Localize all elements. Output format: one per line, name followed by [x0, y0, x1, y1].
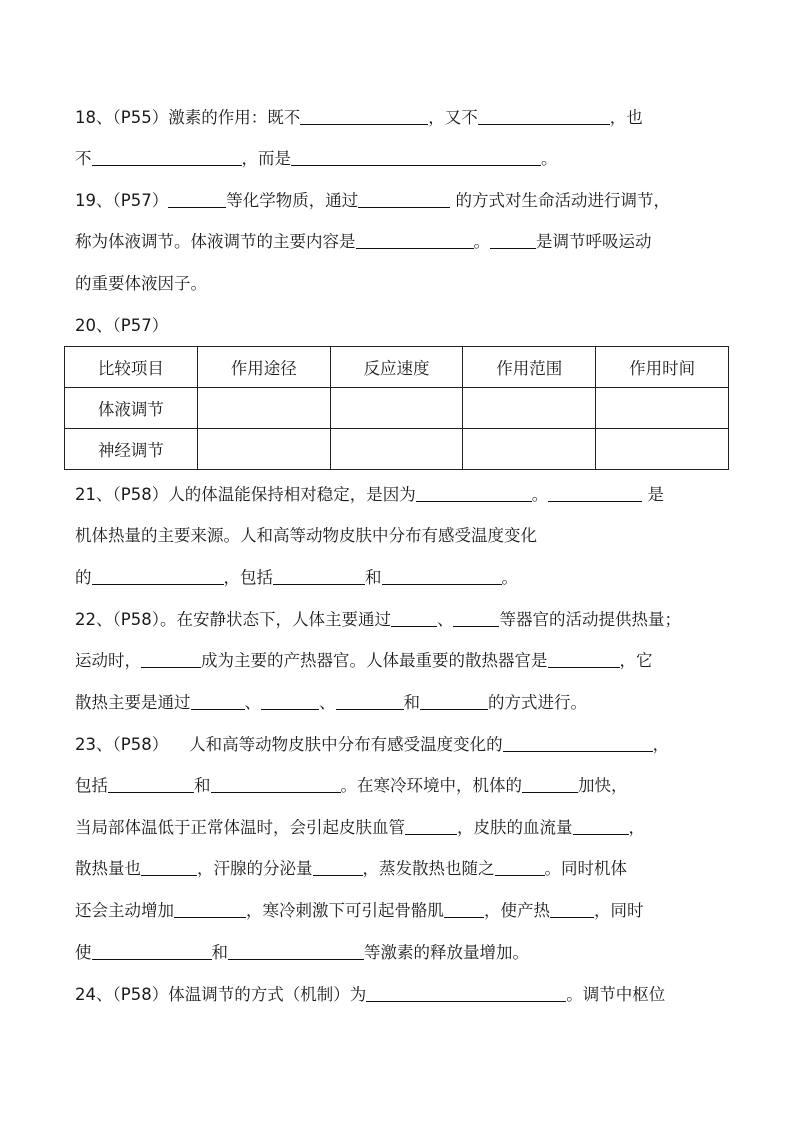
q23-blank-4[interactable]: [522, 774, 578, 793]
table-row: [65, 388, 729, 429]
q23-text: ，蒸发散热也随之: [362, 859, 495, 878]
table-row-label: 体液调节: [65, 388, 198, 429]
q18-line-1: [75, 104, 643, 132]
q23-text: 和: [211, 943, 228, 962]
table-cell[interactable]: [463, 429, 596, 470]
q22-text: 运动时，: [75, 651, 141, 670]
q23-blank-5[interactable]: [405, 816, 457, 835]
q22-blank-1[interactable]: [391, 608, 437, 627]
q23-text: ，: [652, 735, 670, 754]
q23-line-2: [75, 772, 628, 800]
q22-line-2: [75, 647, 653, 675]
q23-line-3: [75, 814, 645, 842]
q18-text: 不: [75, 149, 92, 168]
q21-blank-5[interactable]: [382, 566, 502, 585]
q22-text: 、: [436, 610, 454, 629]
q23-blank-3[interactable]: [211, 774, 341, 793]
q19-text: 。: [473, 232, 490, 251]
q19-text: 19、（P57）: [75, 191, 169, 210]
table-header-row: [65, 347, 729, 388]
q21-line-2: [75, 522, 537, 550]
q23-blank-6[interactable]: [573, 816, 629, 835]
q22-text: 的方式进行。: [488, 693, 587, 712]
q18-line-2: [75, 145, 558, 173]
table-header-cell: 比较项目: [65, 347, 198, 388]
q22-line-3: [75, 689, 587, 717]
q23-blank-1[interactable]: [503, 733, 653, 752]
q19-blank-1[interactable]: [168, 189, 226, 208]
q23-line-6: [75, 939, 529, 967]
q23-blank-8[interactable]: [313, 857, 363, 876]
q23-text: ，: [628, 818, 645, 837]
table-header-cell: 作用范围: [463, 347, 596, 388]
q19-line-2: [75, 228, 652, 256]
q22-blank-5[interactable]: [191, 691, 245, 710]
q23-blank-10[interactable]: [174, 899, 246, 918]
table-header-cell: 反应速度: [330, 347, 463, 388]
q22-text: 、: [319, 693, 336, 712]
q23-text: ，同时: [594, 901, 644, 920]
q19-blank-4[interactable]: [490, 230, 536, 249]
q22-line-1: [75, 606, 681, 634]
q22-text: ，它: [619, 651, 653, 670]
q23-line-4: [75, 855, 627, 883]
q18-blank-4[interactable]: [291, 147, 541, 166]
q23-blank-11[interactable]: [444, 899, 484, 918]
q23-line-5: [75, 897, 644, 925]
q19-text: 的方式对生命活动进行调节，: [450, 191, 670, 210]
table-cell[interactable]: [463, 388, 596, 429]
q23-text: 包括: [75, 776, 108, 795]
q23-text: ，使产热: [484, 901, 550, 920]
q20-label: [75, 312, 168, 340]
table-cell[interactable]: [330, 429, 463, 470]
q24-text: 24、（P58）体温调节的方式（机制）为: [75, 985, 367, 1004]
q18-text: 18、（P55）激素的作用：既不: [75, 108, 301, 127]
q23-blank-2[interactable]: [108, 774, 194, 793]
q22-blank-2[interactable]: [453, 608, 499, 627]
q24-blank-1[interactable]: [366, 983, 566, 1002]
q22-text: 散热主要是通过: [75, 693, 191, 712]
q21-blank-2[interactable]: [548, 483, 642, 502]
q19-text: 称为体液调节。体液调节的主要内容是: [75, 232, 356, 251]
q23-blank-14[interactable]: [228, 941, 364, 960]
q19-line-3: [75, 270, 207, 298]
q21-blank-1[interactable]: [416, 483, 532, 502]
q21-blank-3[interactable]: [92, 566, 224, 585]
q21-blank-4[interactable]: [273, 566, 365, 585]
comparison-table: [64, 346, 729, 470]
q22-text: 和: [403, 693, 420, 712]
q22-text: 等器官的活动提供热量；: [499, 610, 681, 629]
q18-text: 。: [541, 149, 558, 168]
table-header-cell: 作用途径: [197, 347, 330, 388]
q23-blank-9[interactable]: [495, 857, 545, 876]
q23-blank-12[interactable]: [550, 899, 594, 918]
q21-text: 机体热量的主要来源。人和高等动物皮肤中分布有感受温度变化: [75, 526, 537, 545]
q18-text: ，而是: [241, 149, 291, 168]
q23-text: 散热量也: [75, 859, 141, 878]
q23-text: 加快，: [578, 776, 628, 795]
table-cell[interactable]: [596, 429, 729, 470]
table-cell[interactable]: [197, 388, 330, 429]
q21-line-1: [75, 481, 664, 509]
q21-text: 。: [531, 485, 549, 504]
q18-blank-1[interactable]: [300, 106, 428, 125]
q22-blank-4[interactable]: [548, 649, 620, 668]
q24-line-1: [75, 981, 665, 1009]
q23-text: 。同时机体: [544, 859, 627, 878]
q18-text: ，又不: [428, 108, 478, 127]
q21-text: 和: [365, 568, 382, 587]
table-cell[interactable]: [596, 388, 729, 429]
q23-blank-13[interactable]: [92, 941, 212, 960]
q18-text: ，也: [609, 108, 643, 127]
q21-text: 21、（P58）人的体温能保持相对稳定，是因为: [75, 485, 416, 504]
q23-text: ，寒冷刺激下可引起骨骼肌: [246, 901, 444, 920]
q19-blank-3[interactable]: [356, 230, 474, 249]
q22-text: 22、（P58）。在安静状态下，人体主要通过: [75, 610, 391, 629]
q21-text: ，包括: [223, 568, 273, 587]
q22-blank-8[interactable]: [420, 691, 488, 710]
table-header-cell: 作用时间: [596, 347, 729, 388]
table-cell[interactable]: [330, 388, 463, 429]
q21-text: 的: [75, 568, 92, 587]
q22-blank-7[interactable]: [336, 691, 404, 710]
table-row: [65, 429, 729, 470]
q23-blank-7[interactable]: [141, 857, 197, 876]
table-cell[interactable]: [197, 429, 330, 470]
q22-blank-3[interactable]: [141, 649, 201, 668]
q18-blank-2[interactable]: [478, 106, 610, 125]
q19-blank-2[interactable]: [358, 189, 450, 208]
q23-text: 当局部体温低于正常体温时，会引起皮肤血管: [75, 818, 405, 837]
q23-text: 等激素的释放量增加。: [364, 943, 529, 962]
q23-text: 23、（P58） 人和高等动物皮肤中分布有感受温度变化的: [75, 735, 503, 754]
q23-text: ，汗腺的分泌量: [197, 859, 313, 878]
q23-text: ，皮肤的血流量: [457, 818, 573, 837]
q24-text: 。调节中枢位: [566, 985, 666, 1004]
q22-text: 、: [244, 693, 261, 712]
q21-text: 是: [642, 485, 664, 504]
q19-text: 是调节呼吸运动: [536, 232, 652, 251]
q19-text: 等化学物质，通过: [226, 191, 359, 210]
q18-blank-3[interactable]: [92, 147, 242, 166]
table-row-label: 神经调节: [65, 429, 198, 470]
q23-text: 。在寒冷环境中，机体的: [340, 776, 522, 795]
q20-text: 20、（P57）: [75, 316, 169, 335]
q21-line-3: [75, 564, 518, 592]
q19-line-1: [75, 187, 670, 215]
q21-text: 。: [501, 568, 518, 587]
q23-text: 还会主动增加: [75, 901, 174, 920]
q23-text: 使: [75, 943, 92, 962]
q22-blank-6[interactable]: [261, 691, 319, 710]
q23-text: 和: [194, 776, 211, 795]
q19-text: 的重要体液因子。: [75, 274, 207, 293]
q23-line-1: [75, 731, 669, 759]
q22-text: 成为主要的产热器官。人体最重要的散热器官是: [201, 651, 548, 670]
